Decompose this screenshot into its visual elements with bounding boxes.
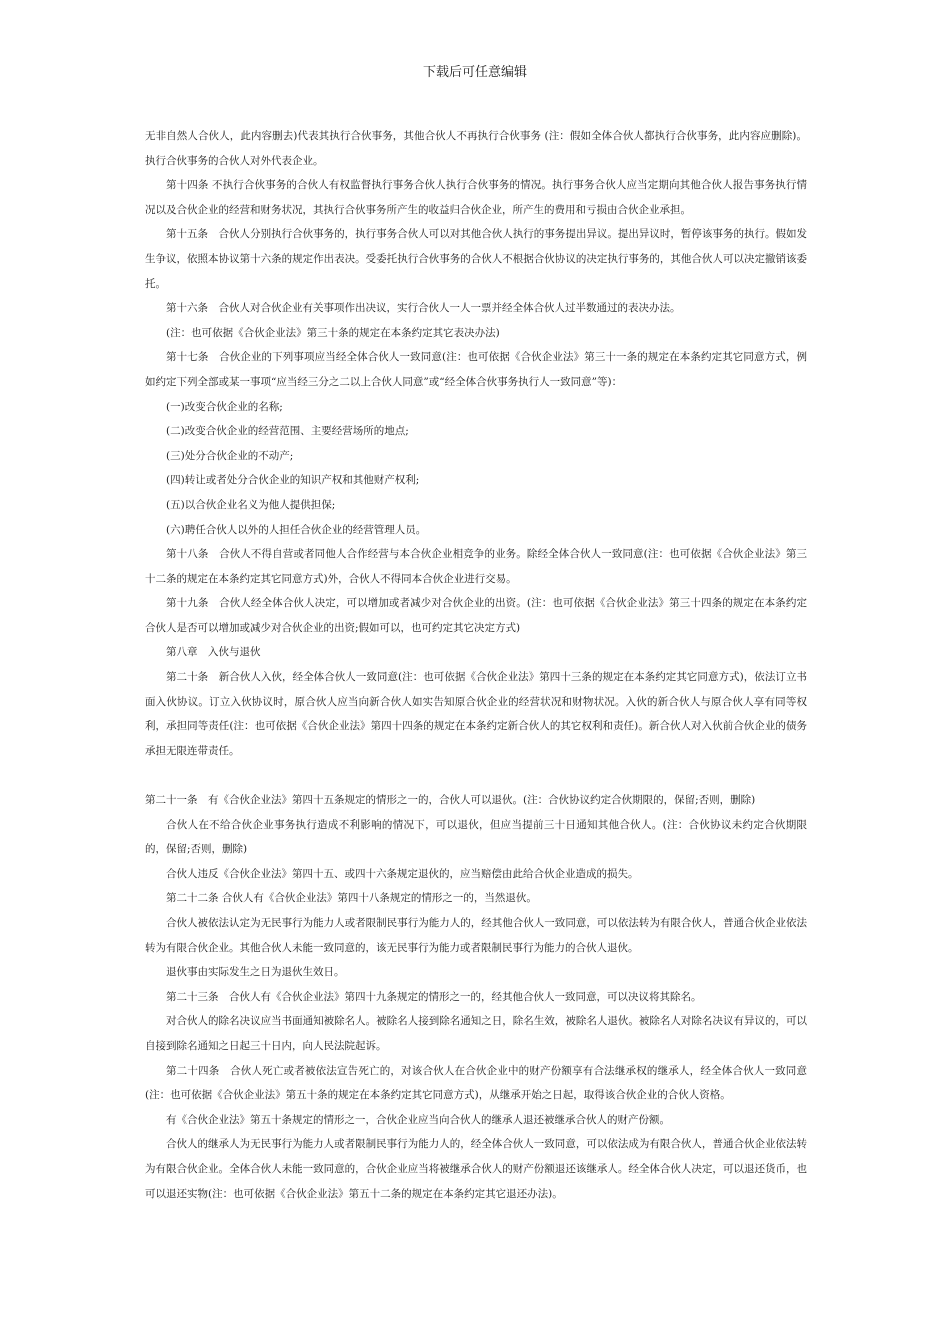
paragraph: 第十七条 合伙企业的下列事项应当经全体合伙人一致同意(注：也可依据《合伙企业法》第三十一条的规定在本条约定其它同意方式，例如约定下列全部或某一事项“应当经三分之二以上合伙人同意”或“经全体合伙事务执行人一致同意”等)： <box>145 351 807 388</box>
paragraph: 合伙人被依法认定为无民事行为能力人或者限制民事行为能力人的，经其他合伙人一致同意，可以依法转为有限合伙人，普通合伙企业依法转为有限合伙企业。其他合伙人未能一致同意的，该无民事行为能力或者限制民事行为能力的合伙人退伙。 <box>145 917 807 954</box>
paragraph: 第十五条 合伙人分别执行合伙事务的，执行事务合伙人可以对其他合伙人执行的事务提出异议。提出异议时，暂停该事务的执行。假如发生争议，依照本协议第十六条的规定作出表决。受委托执行合伙事务的合伙人不根据合伙协议的决定执行事务的，其他合伙人可以决定撤销该委托。 <box>145 228 807 290</box>
paragraph: 退伙事由实际发生之日为退伙生效日。 <box>166 966 345 979</box>
paragraph: 对合伙人的除名决议应当书面通知被除名人。被除名人接到除名通知之日，除名生效，被除名人退伙。被除名人对除名决议有异议的，可以自接到除名通知之日起三十日内，向人民法院起诉。 <box>145 1015 807 1052</box>
paragraph: 有《合伙企业法》第五十条规定的情形之一，合伙企业应当向合伙人的继承人退还被继承合伙人的财产份额。 <box>166 1113 670 1126</box>
paragraph: (二)改变合伙企业的经营范围、主要经营场所的地点; <box>166 425 409 438</box>
paragraph: 合伙人的继承人为无民事行为能力人或者限制民事行为能力人的，经全体合伙人一致同意，可以依法成为有限合伙人，普通合伙企业依法转为有限合伙企业。全体合伙人未能一致同意的，合伙企业应当将被继承合伙人的财产份额退还该继承人。经全体合伙人决定，可以退还货币，也可以退还实物(注：也可依据《合伙企业法》第五十二条的规定在本条约定其它退还办法)。 <box>145 1138 807 1200</box>
paragraph: (注：也可依据《合伙企业法》第三十条的规定在本条约定其它表决办法) <box>166 326 500 339</box>
paragraph: 第十四条 不执行合伙事务的合伙人有权监督执行事务合伙人执行合伙事务的情况。执行事务合伙人应当定期向其他合伙人报告事务执行情况以及合伙企业的经营和财务状况，其执行合伙事务所产生的收益归合伙企业，所产生的费用和亏损由合伙企业承担。 <box>145 179 807 216</box>
paragraph: 第十六条 合伙人对合伙企业有关事项作出决议，实行合伙人一人一票并经全体合伙人过半数通过的表决办法。 <box>166 302 681 315</box>
document-body <box>145 124 807 1206</box>
paragraph: 第二十三条 合伙人有《合伙企业法》第四十九条规定的情形之一的，经其他合伙人一致同意，可以决议将其除名。 <box>166 990 702 1003</box>
paragraph: (三)处分合伙企业的不动产; <box>166 449 294 462</box>
paragraph: 第二十二条 合伙人有《合伙企业法》第四十八条规定的情形之一的，当然退伙。 <box>166 892 537 905</box>
page-header: 下载后可任意编辑 <box>422 65 527 80</box>
paragraph: 无非自然人合伙人，此内容删去)代表其执行合伙事务，其他合伙人不再执行合伙事务 (注：假如全体合伙人都执行合伙事务，此内容应删除)。执行合伙事务的合伙人对外代表企业。 <box>145 130 807 167</box>
paragraph: 第十八条 合伙人不得自营或者同他人合作经营与本合伙企业相竞争的业务。除经全体合伙人一致同意(注：也可依据《合伙企业法》第三十二条的规定在本条约定其它同意方式)外，合伙人不得同本合伙企业进行交易。 <box>145 548 807 585</box>
paragraph: 第二十一条 有《合伙企业法》第四十五条规定的情形之一的，合伙人可以退伙。(注：合伙协议约定合伙期限的，保留;否则，删除) <box>145 794 756 807</box>
paragraph: 第八章 入伙与退伙 <box>166 646 261 659</box>
paragraph: (六)聘任合伙人以外的人担任合伙企业的经营管理人员。 <box>166 523 427 536</box>
paragraph: 合伙人违反《合伙企业法》第四十五、或四十六条规定退伙的，应当赔偿由此给合伙企业造成的损失。 <box>166 867 639 880</box>
paragraph: 合伙人在不给合伙企业事务执行造成不利影响的情况下，可以退伙，但应当提前三十日通知其他合伙人。(注：合伙协议未约定合伙期限的，保留;否则，删除) <box>145 818 807 856</box>
paragraph: (四)转让或者处分合伙企业的知识产权和其他财产权利; <box>166 474 420 487</box>
paragraph: 第二十四条 合伙人死亡或者被依法宣告死亡的，对该合伙人在合伙企业中的财产份额享有合法继承权的继承人，经全体合伙人一致同意(注：也可依据《合伙企业法》第五十条的规定在本条约定其它同意方式)，从继承开始之日起，取得该合伙企业的合伙人资格。 <box>145 1064 807 1102</box>
paragraph: (一)改变合伙企业的名称; <box>166 400 283 413</box>
paragraph: 第十九条 合伙人经全体合伙人决定，可以增加或者减少对合伙企业的出资。(注：也可依据《合伙企业法》第三十四条的规定在本条约定合伙人是否可以增加或减少对合伙企业的出资;假如可以，也可约定其它决定方式) <box>145 597 807 634</box>
paragraph: 第二十条 新合伙人入伙，经全体合伙人一致同意(注：也可依据《合伙企业法》第四十三条的规定在本条约定其它同意方式)，依法订立书面入伙协议。订立入伙协议时，原合伙人应当向新合伙人如实告知原合伙企业的经营状况和财物状况。入伙的新合伙人与原合伙人享有同等权利，承担同等责任(注：也可依据《合伙企业法》第四十四条的规定在本条约定新合伙人的其它权利和责任)。新合伙人对入伙前合伙企业的债务承担无限连带责任。 <box>145 671 807 757</box>
paragraph: (五)以合伙企业名义为他人提供担保; <box>166 498 336 511</box>
